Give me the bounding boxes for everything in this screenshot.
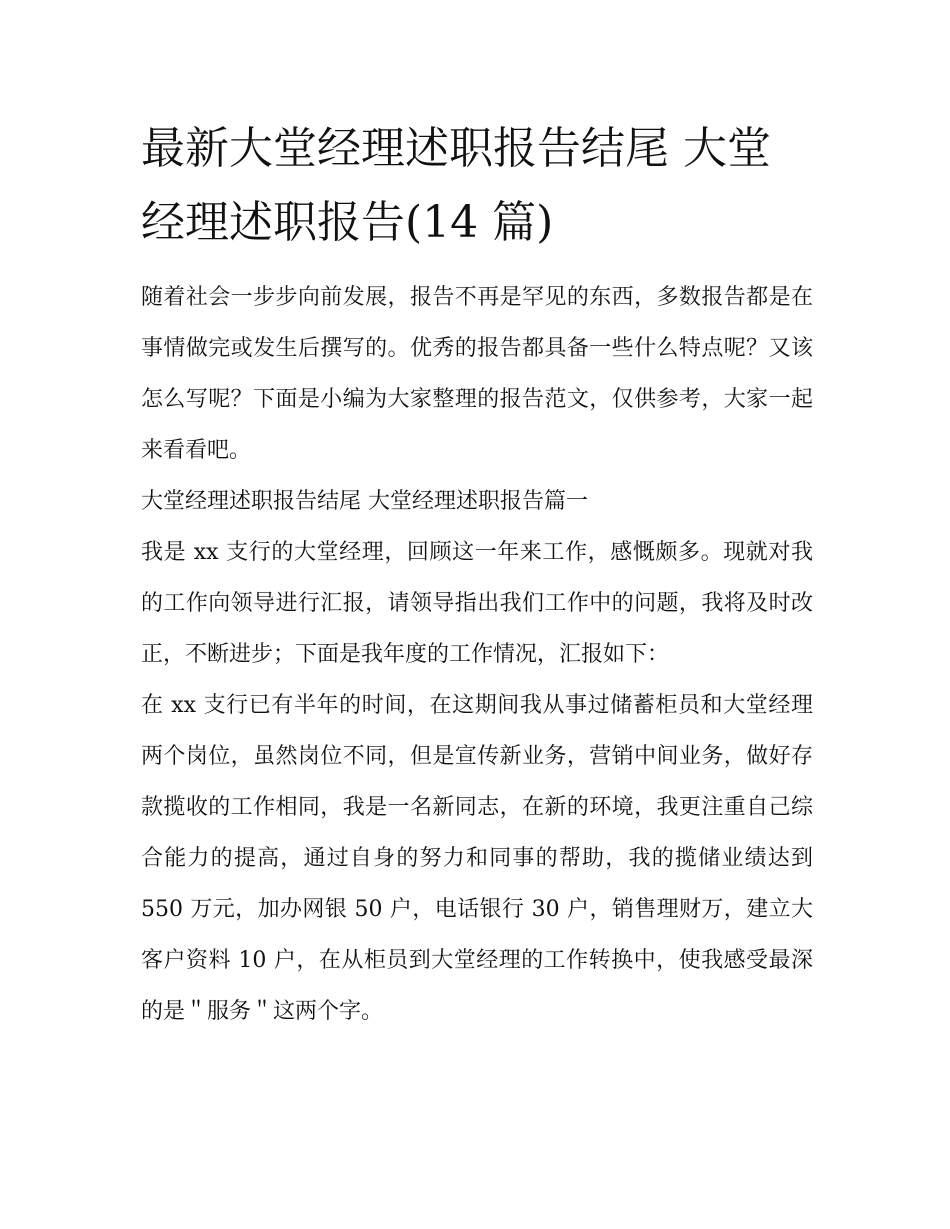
section-heading: 大堂经理述职报告结尾 大堂经理述职报告篇一 [141,489,588,514]
body-paragraph-1: 我是 xx 支行的大堂经理，回顾这一年来工作，感慨颇多。现就对我的工作向领导进行汇报，请领导指出我们工作中的问题，我将及时改正，不断进步；下面是我年度的工作情况，汇报如下： [141,540,813,667]
intro-paragraph: 随着社会一步步向前发展，报告不再是罕见的东西，多数报告都是在事情做完或发生后撰写的。优秀的报告都具备一些什么特点呢？又该怎么写呢？下面是小编为大家整理的报告范文，仅供参考，大家一起来看看吧。 [141,285,813,463]
document-title: 最新大堂经理述职报告结尾 大堂经理述职报告(14 篇) [141,123,771,248]
document-content [141,112,813,1037]
document-body [141,272,813,1037]
body-paragraph-2: 在 xx 支行已有半年的时间，在这期间我从事过储蓄柜员和大堂经理两个岗位，虽然岗位不同，但是宣传新业务，营销中间业务，做好存款揽收的工作相同，我是一名新同志，在新的环境，我更注重自己综合能力的提高，通过自身的努力和同事的帮助，我的揽储业绩达到 550 万元，加办网银 50 户，电话银行 30 户，销售理财万，建立大客户资料 10 户，在从柜员到大堂经理的工作转换中，使我感受最深的是＂服务＂这两个字。 [141,693,813,1024]
